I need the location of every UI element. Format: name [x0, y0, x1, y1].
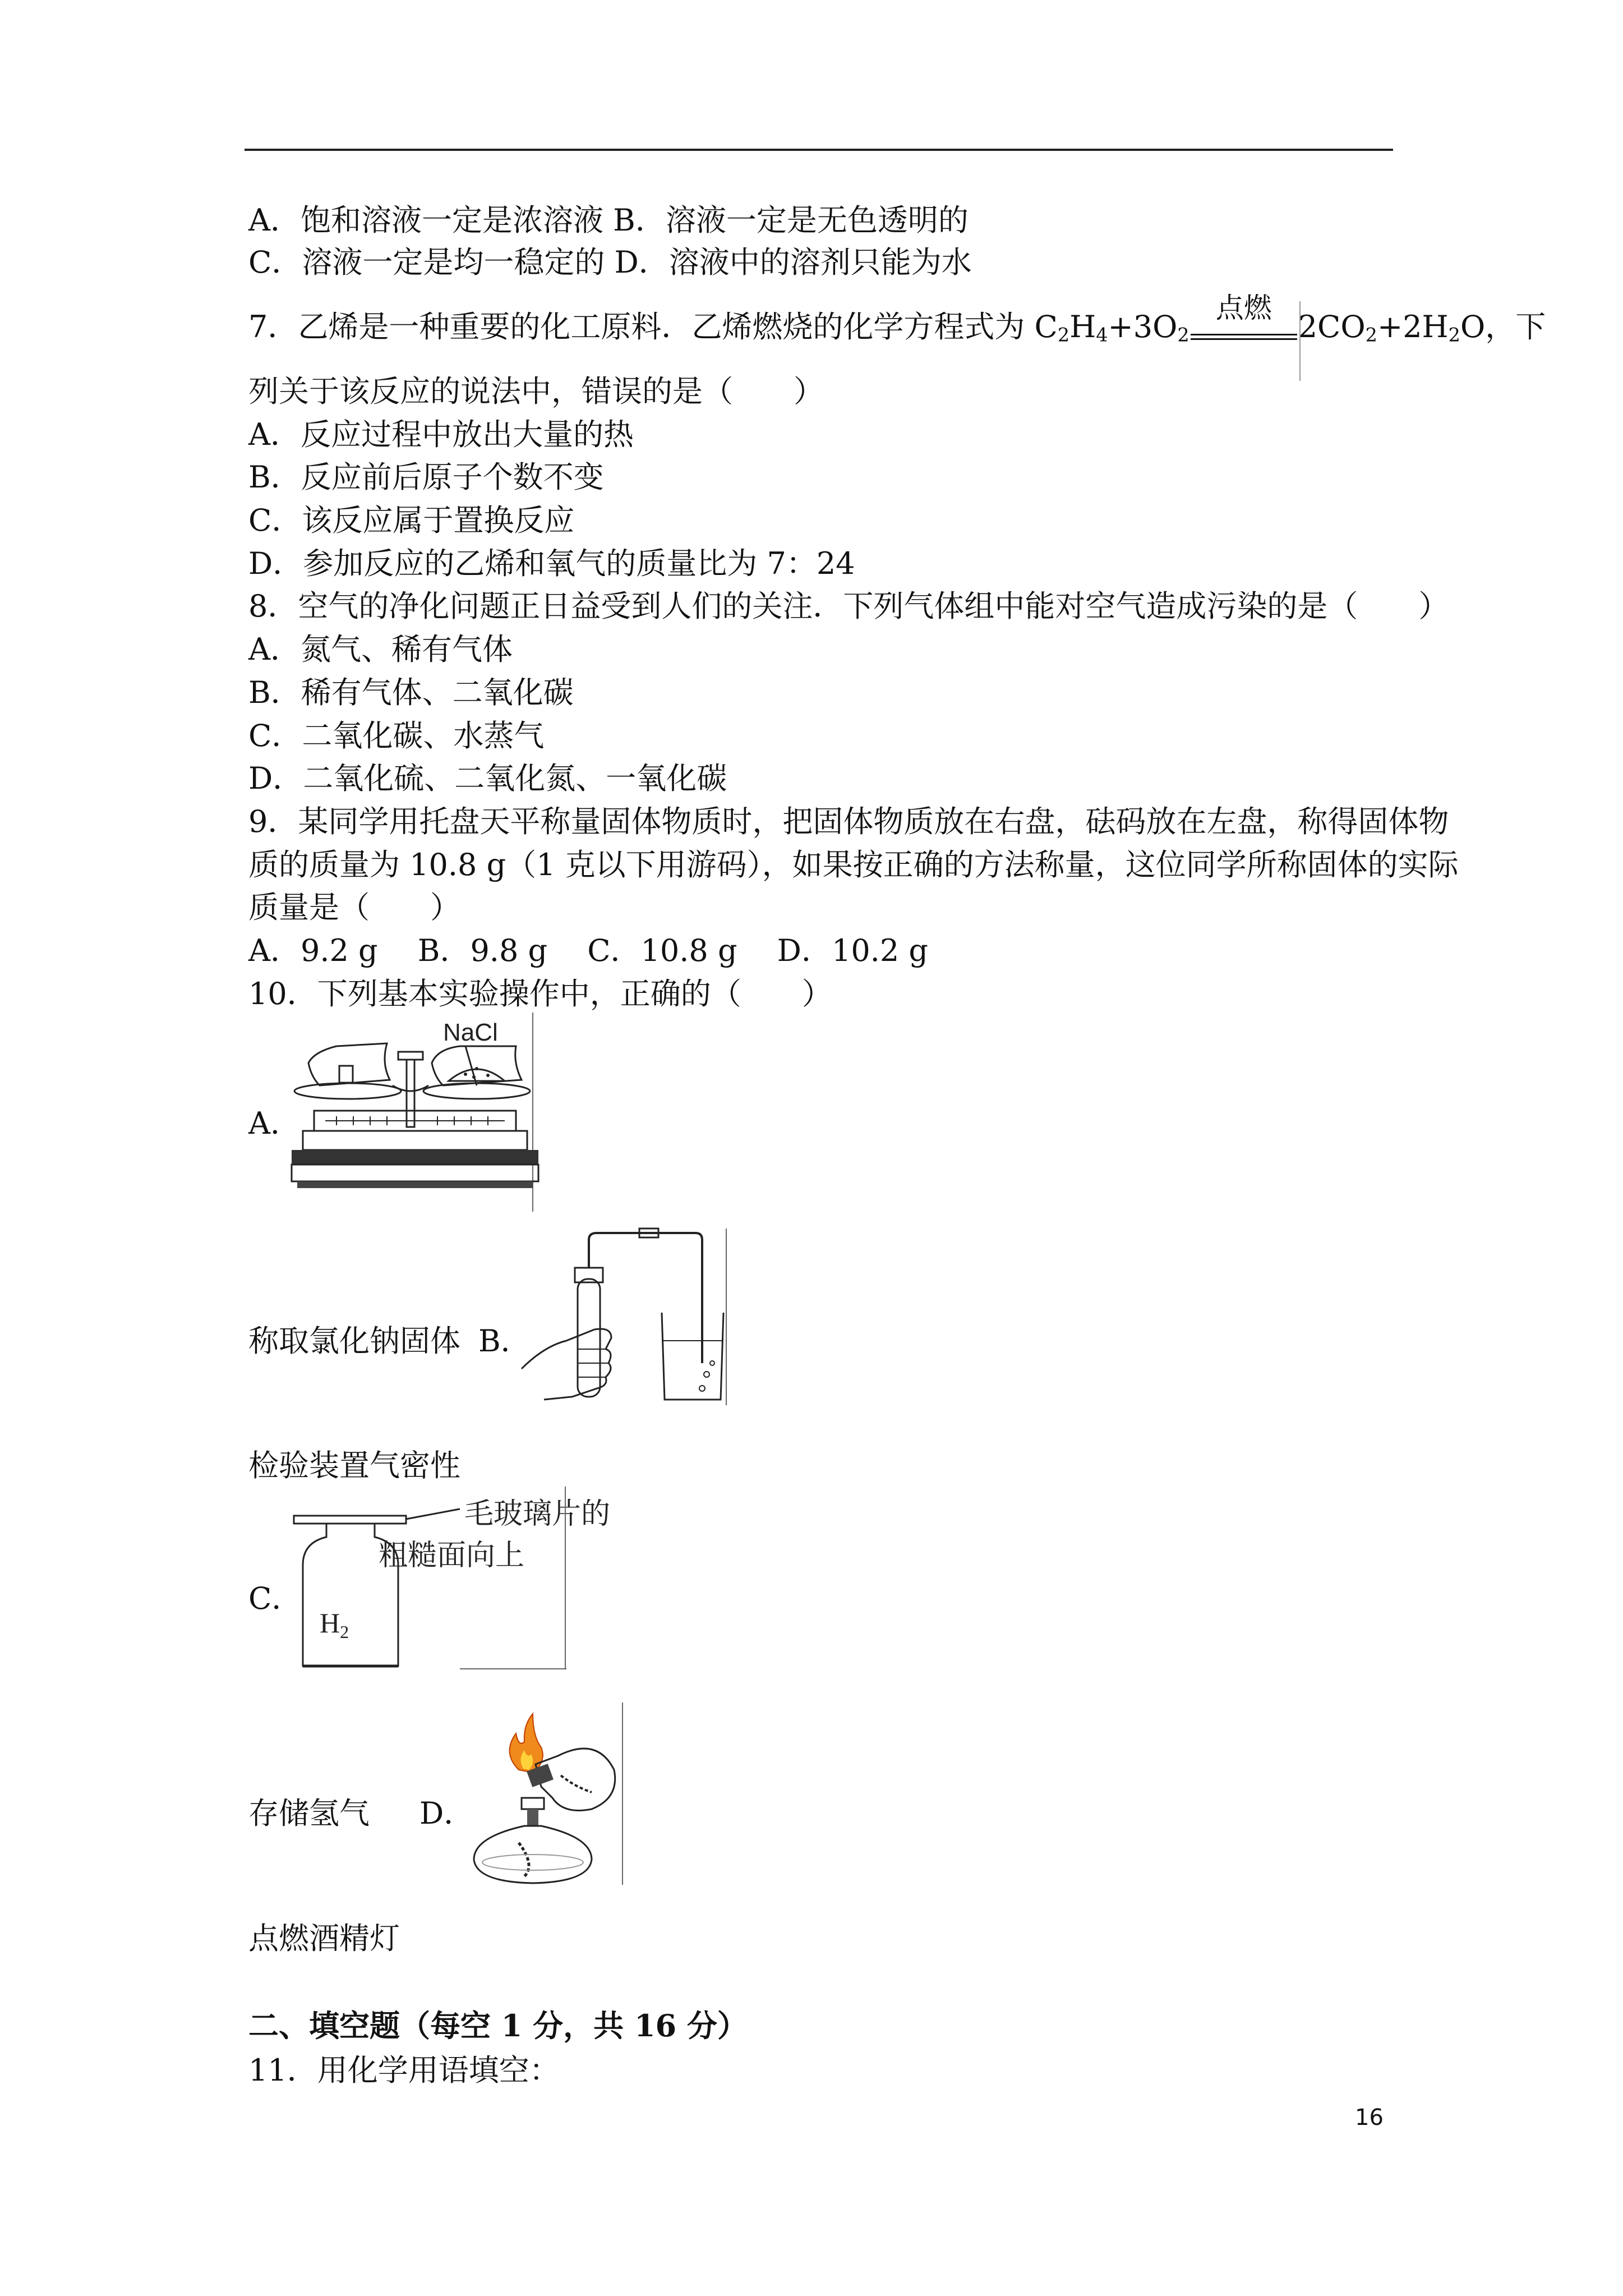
q10-caption-b: 检验装置气密性	[248, 1448, 460, 1483]
glass-plate-label-1: 毛玻璃片的	[464, 1497, 611, 1531]
q7-sub-h: 4	[1096, 324, 1108, 346]
q7-sub-h2o: 2	[1448, 324, 1460, 346]
q10-stem: 10．下列基本实验操作中，正确的（ ）	[248, 976, 832, 1011]
q7-product-h2o: +2H	[1377, 309, 1449, 344]
page-number: 16	[1355, 2105, 1384, 2131]
airtightness-figure	[522, 1228, 729, 1408]
glass-plate-label-2: 粗糙面向上	[379, 1539, 525, 1572]
q7-h: H	[1069, 309, 1096, 344]
q7-stem-prefix: 7．乙烯是一种重要的化工原料．乙烯燃烧的化学方程式为 C	[248, 309, 1058, 344]
bottle-h-sub: 2	[340, 1622, 349, 1642]
q7-sub-co2: 2	[1365, 324, 1377, 346]
bottle-h-label: H	[320, 1607, 340, 1639]
q10-caption-a-text: 称取氯化钠固体	[248, 1323, 460, 1359]
balance-figure	[292, 1013, 538, 1214]
q8-option-c: C．二氧化碳、水蒸气	[248, 718, 545, 753]
q10-caption-a	[248, 1320, 460, 1363]
q11-stem: 11．用化学用语填空：	[248, 2053, 560, 2088]
q7-option-c: C．该反应属于置换反应	[248, 503, 575, 538]
q9-stem-line-3: 质量是（ ）	[248, 890, 460, 925]
q10-label-d: D．	[419, 1796, 474, 1831]
q7-sub-o: 2	[1177, 324, 1189, 346]
gas-bottle-figure	[292, 1487, 611, 1672]
q8-stem: 8．空气的净化问题正日益受到人们的关注．下列气体组中能对空气造成污染的是（ ）	[248, 588, 1449, 624]
q7-stem-line-2: 列关于该反应的说法中，错误的是（ ）	[248, 374, 824, 409]
q10-label-b: B．	[478, 1323, 531, 1359]
reaction-condition: 点燃	[1215, 292, 1272, 324]
q10-label-a: A．	[248, 1106, 301, 1141]
q6-options-line-1: A．饱和溶液一定是浓溶液 B．溶液一定是无色透明的	[248, 203, 969, 238]
q7-sub-c: 2	[1057, 324, 1070, 346]
nacl-label: NaCl	[443, 1019, 498, 1046]
q7-option-a: A．反应过程中放出大量的热	[248, 417, 634, 452]
q7-stem-suffix: O，下	[1460, 309, 1546, 344]
alcohol-lamp-figure	[463, 1703, 625, 1888]
header-rule	[245, 149, 1393, 151]
q9-stem-line-1: 9．某同学用托盘天平称量固体物质时，把固体物质放在右盘，砝码放在左盘，称得固体物	[248, 804, 1449, 839]
q9-options: A．9.2 g B．9.8 g C．10.8 g D．10.2 g	[248, 933, 928, 968]
q9-stem-line-2: 质的质量为 10.8 g（1 克以下用游码），如果按正确的方法称量，这位同学所称固体的实际	[248, 847, 1459, 882]
q8-option-a: A．氮气、稀有气体	[248, 632, 513, 667]
reaction-condition-sign	[1191, 292, 1297, 348]
q7-option-b: B．反应前后原子个数不变	[248, 459, 604, 495]
q7-stem	[248, 292, 1546, 356]
q6-options-line-2: C．溶液一定是均一稳定的 D．溶液中的溶剂只能为水	[248, 245, 972, 280]
q10-caption-c: 存储氢气	[248, 1796, 370, 1831]
q8-option-b: B．稀有气体、二氧化碳	[248, 675, 574, 710]
q7-option-d: D．参加反应的乙烯和氧气的质量比为 7：24	[248, 546, 855, 581]
q8-option-d: D．二氧化硫、二氧化氮、一氧化碳	[248, 761, 727, 796]
section-2-title: 二、填空题（每空 1 分，共 16 分）	[248, 2008, 748, 2044]
q7-plus-o2: +3O	[1108, 309, 1178, 344]
q10-label-c: C．	[248, 1581, 302, 1616]
q10-caption-d: 点燃酒精灯	[248, 1921, 400, 1956]
q7-product-co2: 2CO	[1298, 309, 1366, 344]
